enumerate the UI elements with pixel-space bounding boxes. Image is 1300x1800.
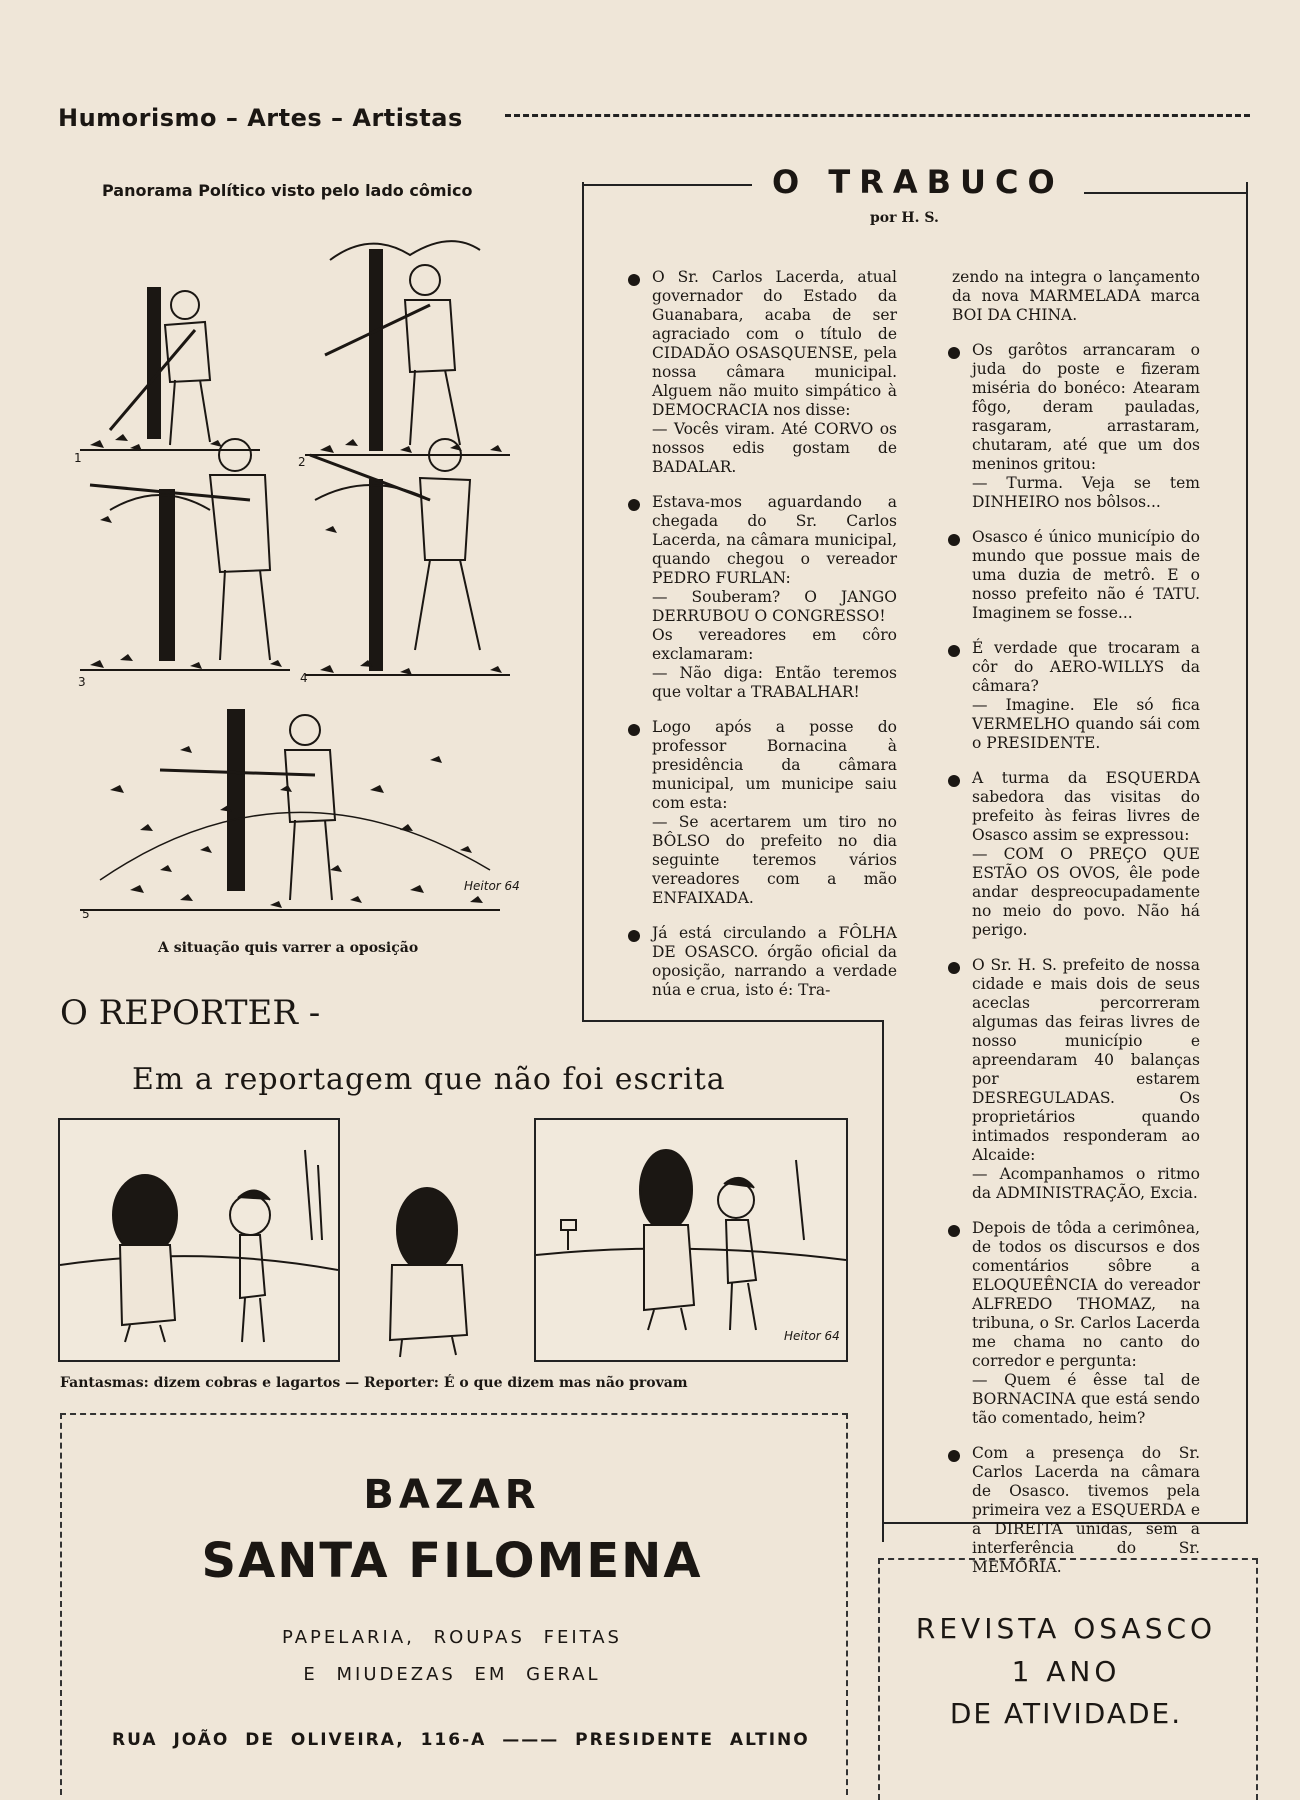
trabuco-item: zendo na integra o lançamento da nova MARMELADA marca BOI DA CHINA. <box>952 268 1200 324</box>
bullet-icon <box>628 724 640 736</box>
comic-ghost-standalone <box>372 1185 482 1365</box>
dashed-divider <box>505 114 1250 117</box>
artist-signature: Heitor 64 <box>784 1329 840 1343</box>
comic-drawing <box>536 1120 846 1360</box>
trabuco-item: Os garôtos arrancaram o juda do poste e fizeram miséria do bonéco: Atearam fôgo, deram pauladas, rasgaram, arrastaram, chutaram, até que um dos meninos gritou: — Turma. Veja se tem DINHEIRO nos bôlsos... <box>952 341 1200 512</box>
trabuco-byline: por H. S. <box>870 210 939 226</box>
bullet-icon <box>628 274 640 286</box>
title-rule-left <box>582 184 752 186</box>
trabuco-item: Já está circulando a FÔLHA DE OSASCO. órgão oficial da oposição, narrando a verdade núa e crua, isto é: Tra- <box>632 924 897 1000</box>
panel-number: 2 <box>298 455 306 469</box>
reporter-title: O REPORTER - <box>60 993 321 1033</box>
trabuco-item: Logo após a posse do professor Bornacina à presidência da câmara municipal, um municipe saiu com esta: — Se acertarem um tiro no BÔLSO do prefeito no dia seguinte teremos vários vereadores com a mão ENFAIXADA. <box>632 718 897 908</box>
reporter-caption: Fantasmas: dizem cobras e lagartos — Reporter: É o que dizem mas não provam <box>60 1375 688 1391</box>
trabuco-item: Estava-mos aguardando a chegada do Sr. Carlos Lacerda, na câmara municipal, quando chegou o vereador PEDRO FURLAN: — Souberam? O JANGO DERRUBOU O CONGRESSO! Os vereadores em côro exclamaram: — Não diga: Então teremos que voltar a TRABALHAR! <box>632 493 897 702</box>
bullet-icon <box>948 775 960 787</box>
panel-number: 5 <box>82 907 90 921</box>
ad-products-line2: E MIUDEZAS EM GERAL <box>303 1664 601 1685</box>
ad-address: RUA JOÃO DE OLIVEIRA, 116-A ——— PRESIDENTE ALTINO <box>112 1730 810 1750</box>
panel-number: 1 <box>74 451 82 465</box>
bullet-icon <box>628 930 640 942</box>
revista-name: REVISTA OSASCO <box>915 1612 1217 1645</box>
comic-drawing <box>60 1120 338 1360</box>
cartoon-illustration <box>70 230 520 930</box>
trabuco-title: O TRABUCO <box>772 163 1064 201</box>
bullet-icon <box>948 534 960 546</box>
trabuco-column-left <box>632 268 897 1016</box>
bullet-icon <box>948 1225 960 1237</box>
trabuco-item: Com a presença do Sr. Carlos Lacerda na câmara de Osasco. tivemos pela primeira vez a ESQUERDA e a DIREITA unidas, sem a interferência do Sr. MEMÓRIA. <box>952 1444 1200 1577</box>
bullet-icon <box>948 347 960 359</box>
ad-products-line1: PAPELARIA, ROUPAS FEITAS <box>282 1627 622 1648</box>
trabuco-title-bar <box>582 162 1248 202</box>
political-cartoon <box>70 230 520 930</box>
comic-frame-3 <box>534 1118 848 1362</box>
trabuco-item: Depois de tôda a cerimônea, de todos os discursos e dos comentários sôbre a ELOQUEÊNCIA do vereador ALFREDO THOMAZ, na tribuna, o Sr. Carlos Lacerda me chama no canto do corredor e pergunta: — Quem é êsse tal de BORNACINA que está sendo tão comentado, heim? <box>952 1219 1200 1428</box>
bullet-icon <box>948 962 960 974</box>
bullet-icon <box>628 499 640 511</box>
comic-frame-1 <box>58 1118 340 1362</box>
bullet-icon <box>948 1450 960 1462</box>
bullet-icon <box>948 645 960 657</box>
revista-anniversary: 1 ANO <box>1011 1655 1121 1688</box>
reporter-subtitle: Em a reportagem que não foi escrita <box>132 1062 726 1097</box>
trabuco-item: O Sr. H. S. prefeito de nossa cidade e mais dois de seus aceclas percorreram algumas das feiras livres de nosso município e apreendaram 40 balanças por estarem DESREGULADAS. Os proprietários quando intimados responderam ao Alcaide: — Acompanhamos o ritmo da ADMINISTRAÇÃO, Excia. <box>952 956 1200 1203</box>
trabuco-column-right <box>952 268 1200 1593</box>
trabuco-item: Osasco é único município do mundo que possue mais de uma duzia de metrô. E o nosso prefeito não é TATU. Imaginem se fosse... <box>952 528 1200 623</box>
ad-bazar-heading: BAZAR <box>363 1472 541 1518</box>
panel-number: 4 <box>300 671 308 685</box>
title-rule-right <box>1084 192 1248 194</box>
trabuco-item: É verdade que trocaram a côr do AERO-WILLYS da câmara? — Imagine. Ele só fica VERMELHO quando sái com o PRESIDENTE. <box>952 639 1200 753</box>
cartoon-caption: A situação quis varrer a oposição <box>158 940 419 956</box>
ad-store-name: SANTA FILOMENA <box>201 1533 703 1589</box>
revista-activity: DE ATIVIDADE. <box>949 1697 1183 1730</box>
trabuco-item: O Sr. Carlos Lacerda, atual governador do Estado da Guanabara, acaba de ser agraciado com o título de CIDADÃO OSASQUENSE, pela nossa câmara municipal. Alguem não muito simpático à DEMOCRACIA nos disse: — Vocês viram. Até CORVO os nossos edis gostam de BADALAR. <box>632 268 897 477</box>
trabuco-item: A turma da ESQUERDA sabedora das visitas do prefeito às feiras livres de Osasco assim se expressou: — COM O PREÇO QUE ESTÃO OS OVOS, êle pode andar despreocupadamente no meio do povo. Não há perigo. <box>952 769 1200 940</box>
ghost-figure <box>372 1185 482 1365</box>
panel-number: 3 <box>78 675 86 689</box>
artist-signature: Heitor 64 <box>464 879 520 893</box>
section-title: Humorismo – Artes – Artistas <box>58 104 463 132</box>
section-subtitle: Panorama Político visto pelo lado cômico <box>102 181 473 200</box>
